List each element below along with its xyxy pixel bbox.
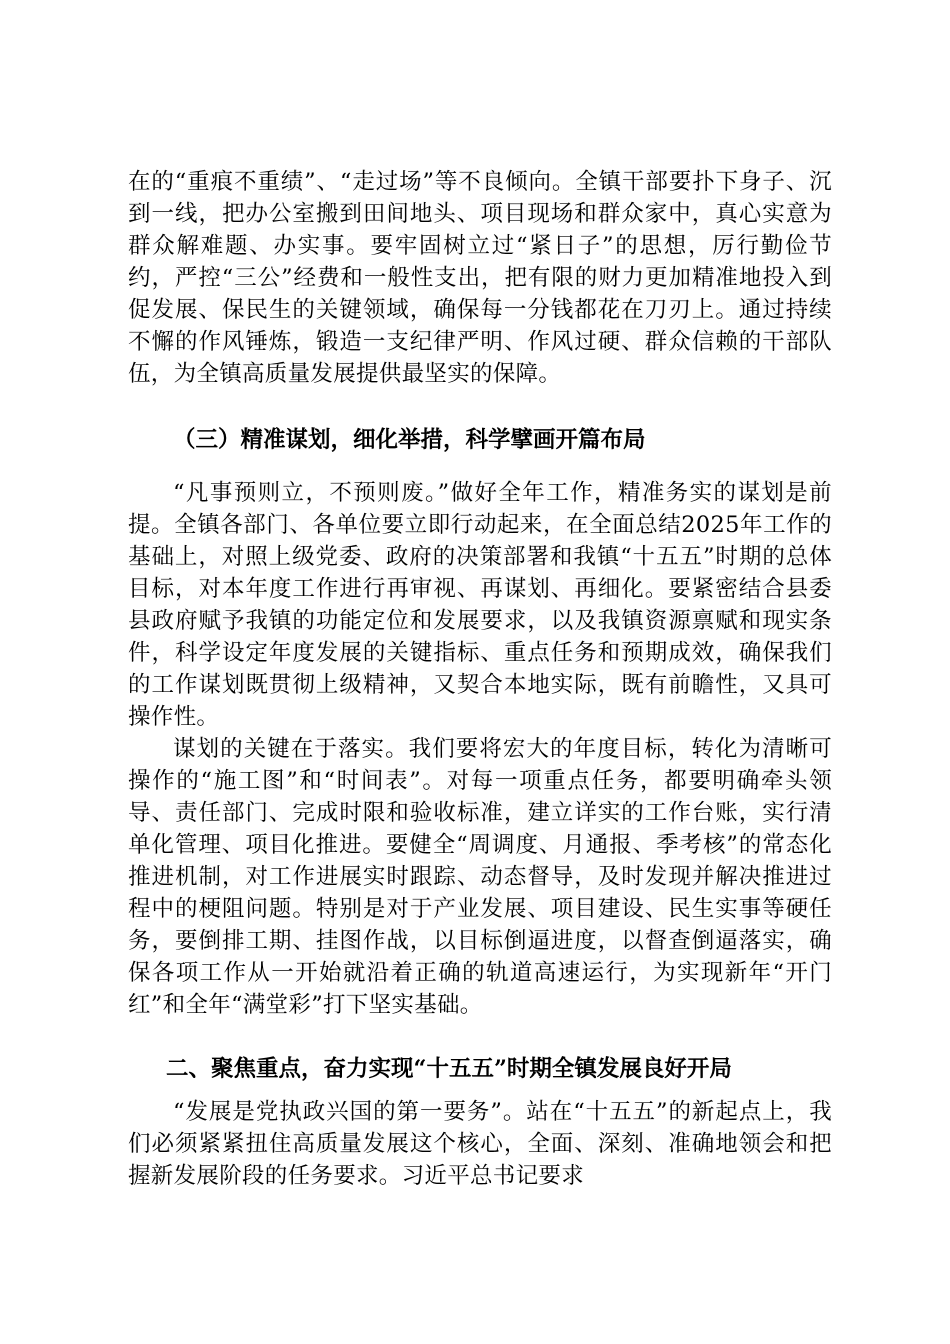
chapter-heading-focus: 二、聚焦重点，奋力实现“十五五”时期全镇发展良好开局 xyxy=(166,1056,732,1082)
section-heading-planning: （三）精准谋划，细化举措，科学擘画开篇布局 xyxy=(173,427,646,453)
paragraph-work-style: 在的“重痕不重绩”、“走过场”等不良倾向。全镇干部要扑下身子、沉到一线，把办公室搬到田间地头、项目现场和群众家中，真心实意为群众解难题、办实事。要牢固树立过“紧日子”的思想，厉行勤俭节约，严控“三公”经费和一般性支出，把有限的财力更加精准地投入到促发展、保民生的关键领域，确保每一分钱都花在刀刃上。通过持续不懈的作风锤炼，锻造一支纪律严明、作风过硬、群众信赖的干部队伍，为全镇高质量发展提供最坚实的保障。 xyxy=(128,169,832,387)
paragraph-development: “发展是党执政兴国的第一要务”。站在“十五五”的新起点上，我们必须紧紧扭住高质量发展这个核心，全面、深刻、准确地领会和把握新发展阶段的任务要求。习近平总书记要求 xyxy=(128,1099,832,1189)
paragraph-implementation: 谋划的关键在于落实。我们要将宏大的年度目标，转化为清晰可操作的“施工图”和“时间表”。对每一项重点任务，都要明确牵头领导、责任部门、完成时限和验收标准，建立详实的工作台账，实行清单化管理、项目化推进。要健全“周调度、月通报、季考核”的常态化推进机制，对工作进展实时跟踪、动态督导，及时发现并解决推进过程中的梗阻问题。特别是对于产业发展、项目建设、民生实事等硬任务，要倒排工期、挂图作战，以目标倒逼进度，以督查倒逼落实，确保各项工作从一开始就沿着正确的轨道高速运行，为实现新年“开门红”和全年“满堂彩”打下坚实基础。 xyxy=(128,736,832,1018)
paragraph-planning: “凡事预则立，不预则废。”做好全年工作，精准务实的谋划是前提。全镇各部门、各单位要立即行动起来，在全面总结2025年工作的基础上，对照上级党委、政府的决策部署和我镇“十五五”时期的总体目标，对本年度工作进行再审视、再谋划、再细化。要紧密结合县委县政府赋予我镇的功能定位和发展要求，以及我镇资源禀赋和现实条件，科学设定年度发展的关键指标、重点任务和预期成效，确保我们的工作谋划既贯彻上级精神，又契合本地实际，既有前瞻性，又具可操作性。 xyxy=(128,480,832,730)
